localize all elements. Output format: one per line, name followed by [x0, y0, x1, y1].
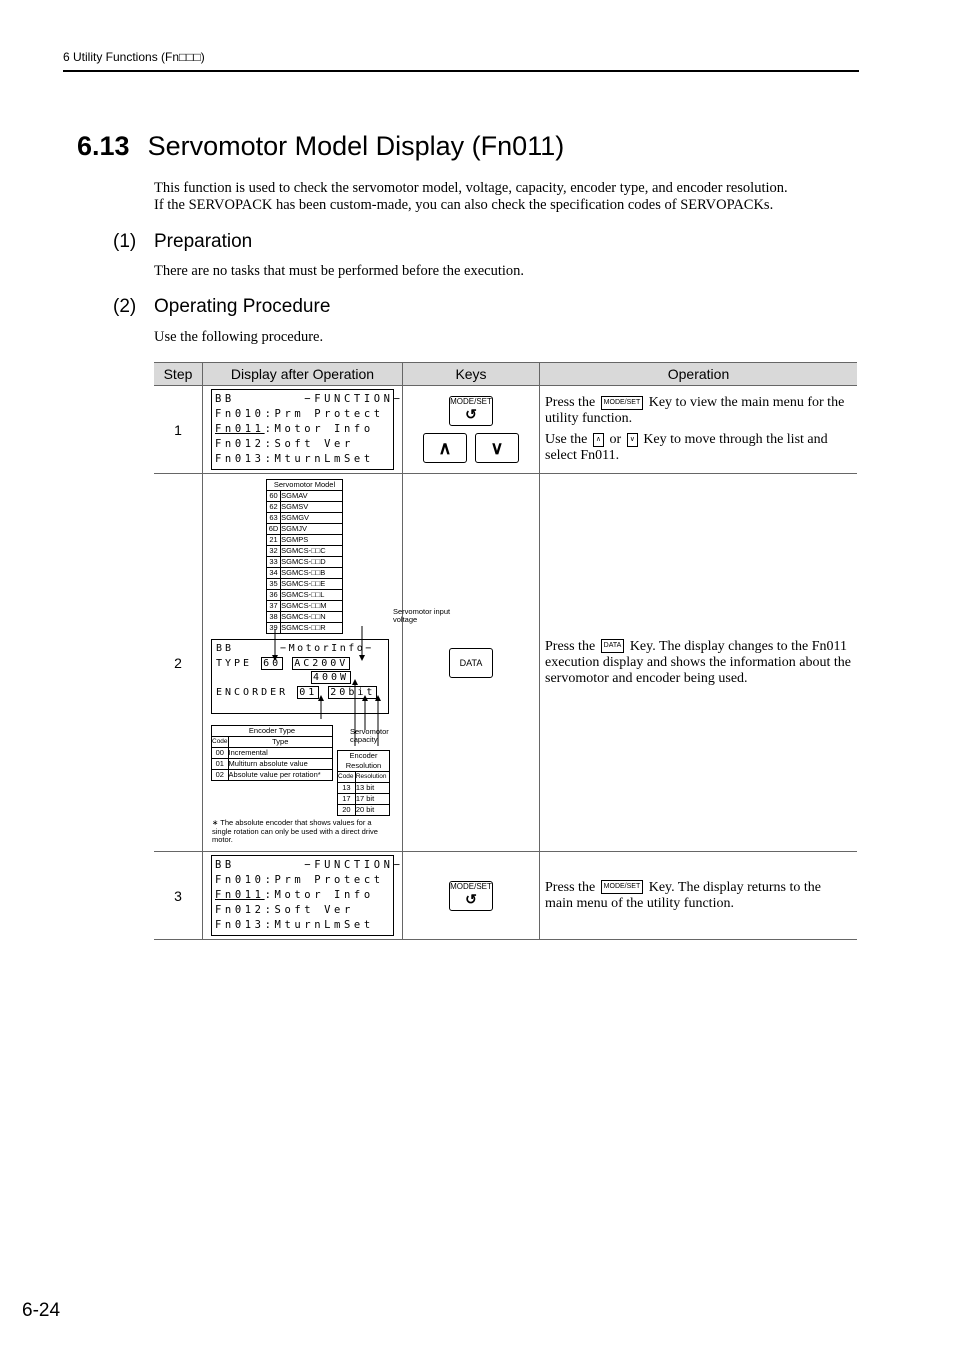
model-row-cell: 6D [267, 524, 281, 535]
model-row-cell: 21 [267, 535, 281, 546]
step-number: 3 [154, 852, 203, 940]
section-title [77, 131, 564, 162]
encoder-type-row-cell: Incremental [228, 748, 332, 759]
keys-cell [403, 852, 540, 940]
resolution-row-cell: 17 [338, 794, 356, 805]
model-row-cell: SGMCS-□□M [281, 601, 343, 612]
input-voltage-label: Servomotor input voltage [393, 607, 451, 624]
procedure-heading: (2) Operating Procedure [113, 296, 331, 317]
model-row-cell: SGMAV [281, 491, 343, 502]
model-row-cell: SGMCS-□□L [281, 590, 343, 601]
operation-cell: Press the DATA Key. The display changes to the Fn011 execution display and shows the information about the servomotor and encoder being used. [540, 474, 858, 852]
resolution-row-cell: 13 [338, 783, 356, 794]
encoder-type-row-cell: 00 [212, 748, 229, 759]
procedure-text: Use the following procedure. [154, 329, 324, 345]
page-number: 6-24 [22, 1300, 61, 1321]
keys-cell [403, 386, 540, 474]
model-row-cell: SGMPS [281, 535, 343, 546]
lcd-display: BB −FUNCTION− Fn010:Prm Protect Fn011:Motor Info Fn012:Soft Ver Fn013:MturnLmSet [211, 855, 394, 936]
intro-line-1: This function is used to check the servomotor model, voltage, capacity, encoder type, and encoder resolution. [154, 180, 788, 196]
resolution-row-cell: 13 bit [355, 783, 389, 794]
model-row-cell: 60 [267, 491, 281, 502]
resolution-row [338, 794, 390, 805]
model-row-cell: SGMSV [281, 502, 343, 513]
encoder-resolution-table: Encoder Resolution Code Resolution 13 13 bit 17 17 bit 20 20 bit [337, 750, 390, 816]
encoder-type-row-cell: Absolute value per rotation* [228, 770, 332, 781]
down-key-icon: ∨ [627, 433, 638, 447]
servomotor-model-table: Servomotor Model 60 SGMAV 62 SGMSV 63 SGMGV 6D SGMJV 21 SGMPS 32 SGMCS-□□C 33 SGMCS-□□D 34 SGMCS-□□B 35 SGMCS-□□E 36 SGMCS-□□L 37 SGMCS-□□M 38 SGMCS-□□N 39 SGMCS-□□R [266, 479, 343, 634]
encoder-type-row-cell: Multiturn absolute value [228, 759, 332, 770]
section-number: 6.13 [77, 131, 130, 161]
table-row [154, 474, 857, 852]
model-row-cell: SGMGV [281, 513, 343, 524]
model-row-cell: 63 [267, 513, 281, 524]
model-row-cell: SGMJV [281, 524, 343, 535]
model-row-cell: 62 [267, 502, 281, 513]
step-number: 2 [154, 474, 203, 852]
intro-line-2: If the SERVOPACK has been custom-made, you can also check the specification codes of SERVOPACKs. [154, 197, 774, 213]
encoder-type-row-cell: 01 [212, 759, 229, 770]
resolution-row [338, 783, 390, 794]
resolution-row-cell: 20 [338, 805, 356, 816]
encoder-type-row [212, 759, 333, 770]
keys-cell [403, 474, 540, 852]
model-row-cell: 36 [267, 590, 281, 601]
data-key[interactable]: DATA [449, 648, 493, 678]
lcd-motor-info: BB −MotorInfo− TYPE 60 AC200V 400W ENCORDER 01 20bit [211, 639, 389, 714]
display-diagram-cell [203, 474, 451, 852]
model-row-cell: 35 [267, 579, 281, 590]
encoder-type-table: Encoder Type Code Type 00 Incremental 01 Multiturn absolute value 02 Absolute value per rotation* [211, 725, 333, 781]
model-row-cell: SGMCS-□□E [281, 579, 343, 590]
resolution-row [338, 805, 390, 816]
mode-set-key-icon: MODE/SET [601, 880, 644, 894]
return-arrow-icon: ↺ [465, 406, 477, 422]
section-title-text: Servomotor Model Display (Fn011) [147, 131, 565, 161]
encoder-type-row [212, 748, 333, 759]
col-keys: Keys [403, 363, 540, 386]
model-row-cell: SGMCS-□□C [281, 546, 343, 557]
data-key-icon: DATA [601, 639, 625, 653]
col-display: Display after Operation [203, 363, 403, 386]
model-row-cell: SGMCS-□□B [281, 568, 343, 579]
resolution-row-cell: 20 bit [355, 805, 389, 816]
model-row-cell: 34 [267, 568, 281, 579]
header-rule [63, 70, 859, 72]
operation-cell: Press the MODE/SET Key to view the main menu for the utility function. Use the ∧ or ∨ Key to move through the list and select Fn011. [540, 386, 858, 474]
up-key[interactable]: ∧ [423, 433, 467, 463]
lcd-display: BB −FUNCTION− Fn010:Prm Protect Fn011:Motor Info Fn012:Soft Ver Fn013:MturnLmSet [211, 389, 394, 470]
procedure-table [154, 362, 857, 940]
model-row-cell: SGMCS-□□R [281, 623, 343, 634]
step-number: 1 [154, 386, 203, 474]
mode-set-key[interactable]: MODE/SET ↺ [449, 396, 493, 426]
encoder-type-row [212, 770, 333, 781]
operation-cell: Press the MODE/SET Key. The display returns to the main menu of the utility function. [540, 852, 858, 940]
model-row-cell: 39 [267, 623, 281, 634]
col-operation: Operation [540, 363, 858, 386]
display-cell [203, 386, 403, 474]
col-step: Step [154, 363, 203, 386]
preparation-heading: (1) Preparation [113, 231, 253, 252]
table-row [154, 852, 857, 940]
running-header: 6 Utility Functions (Fn□□□) [63, 50, 205, 64]
up-key-icon: ∧ [593, 433, 604, 447]
display-cell [203, 852, 403, 940]
model-row-cell: 33 [267, 557, 281, 568]
preparation-text: There are no tasks that must be performed before the execution. [154, 263, 525, 279]
model-row-cell: 32 [267, 546, 281, 557]
model-row-cell: SGMCS-□□N [281, 612, 343, 623]
model-row-cell: 38 [267, 612, 281, 623]
capacity-label: Servomotor capacity [350, 727, 389, 744]
footnote: ∗ The absolute encoder that shows values for a single rotation can only be used with a direct drive motor. [212, 818, 378, 844]
return-arrow-icon: ↺ [465, 890, 477, 907]
model-row-cell: 37 [267, 601, 281, 612]
mode-set-key[interactable]: MODE/SET ↺ [449, 881, 493, 911]
resolution-row-cell: 17 bit [355, 794, 389, 805]
mode-set-key-icon: MODE/SET [601, 396, 644, 410]
model-row-cell: SGMCS-□□D [281, 557, 343, 568]
down-key[interactable]: ∨ [475, 433, 519, 463]
encoder-type-row-cell: 02 [212, 770, 229, 781]
lcd-selected-line: Fn011:Motor Info [215, 889, 374, 901]
table-row [154, 386, 857, 474]
lcd-selected-line: Fn011:Motor Info [215, 423, 374, 435]
